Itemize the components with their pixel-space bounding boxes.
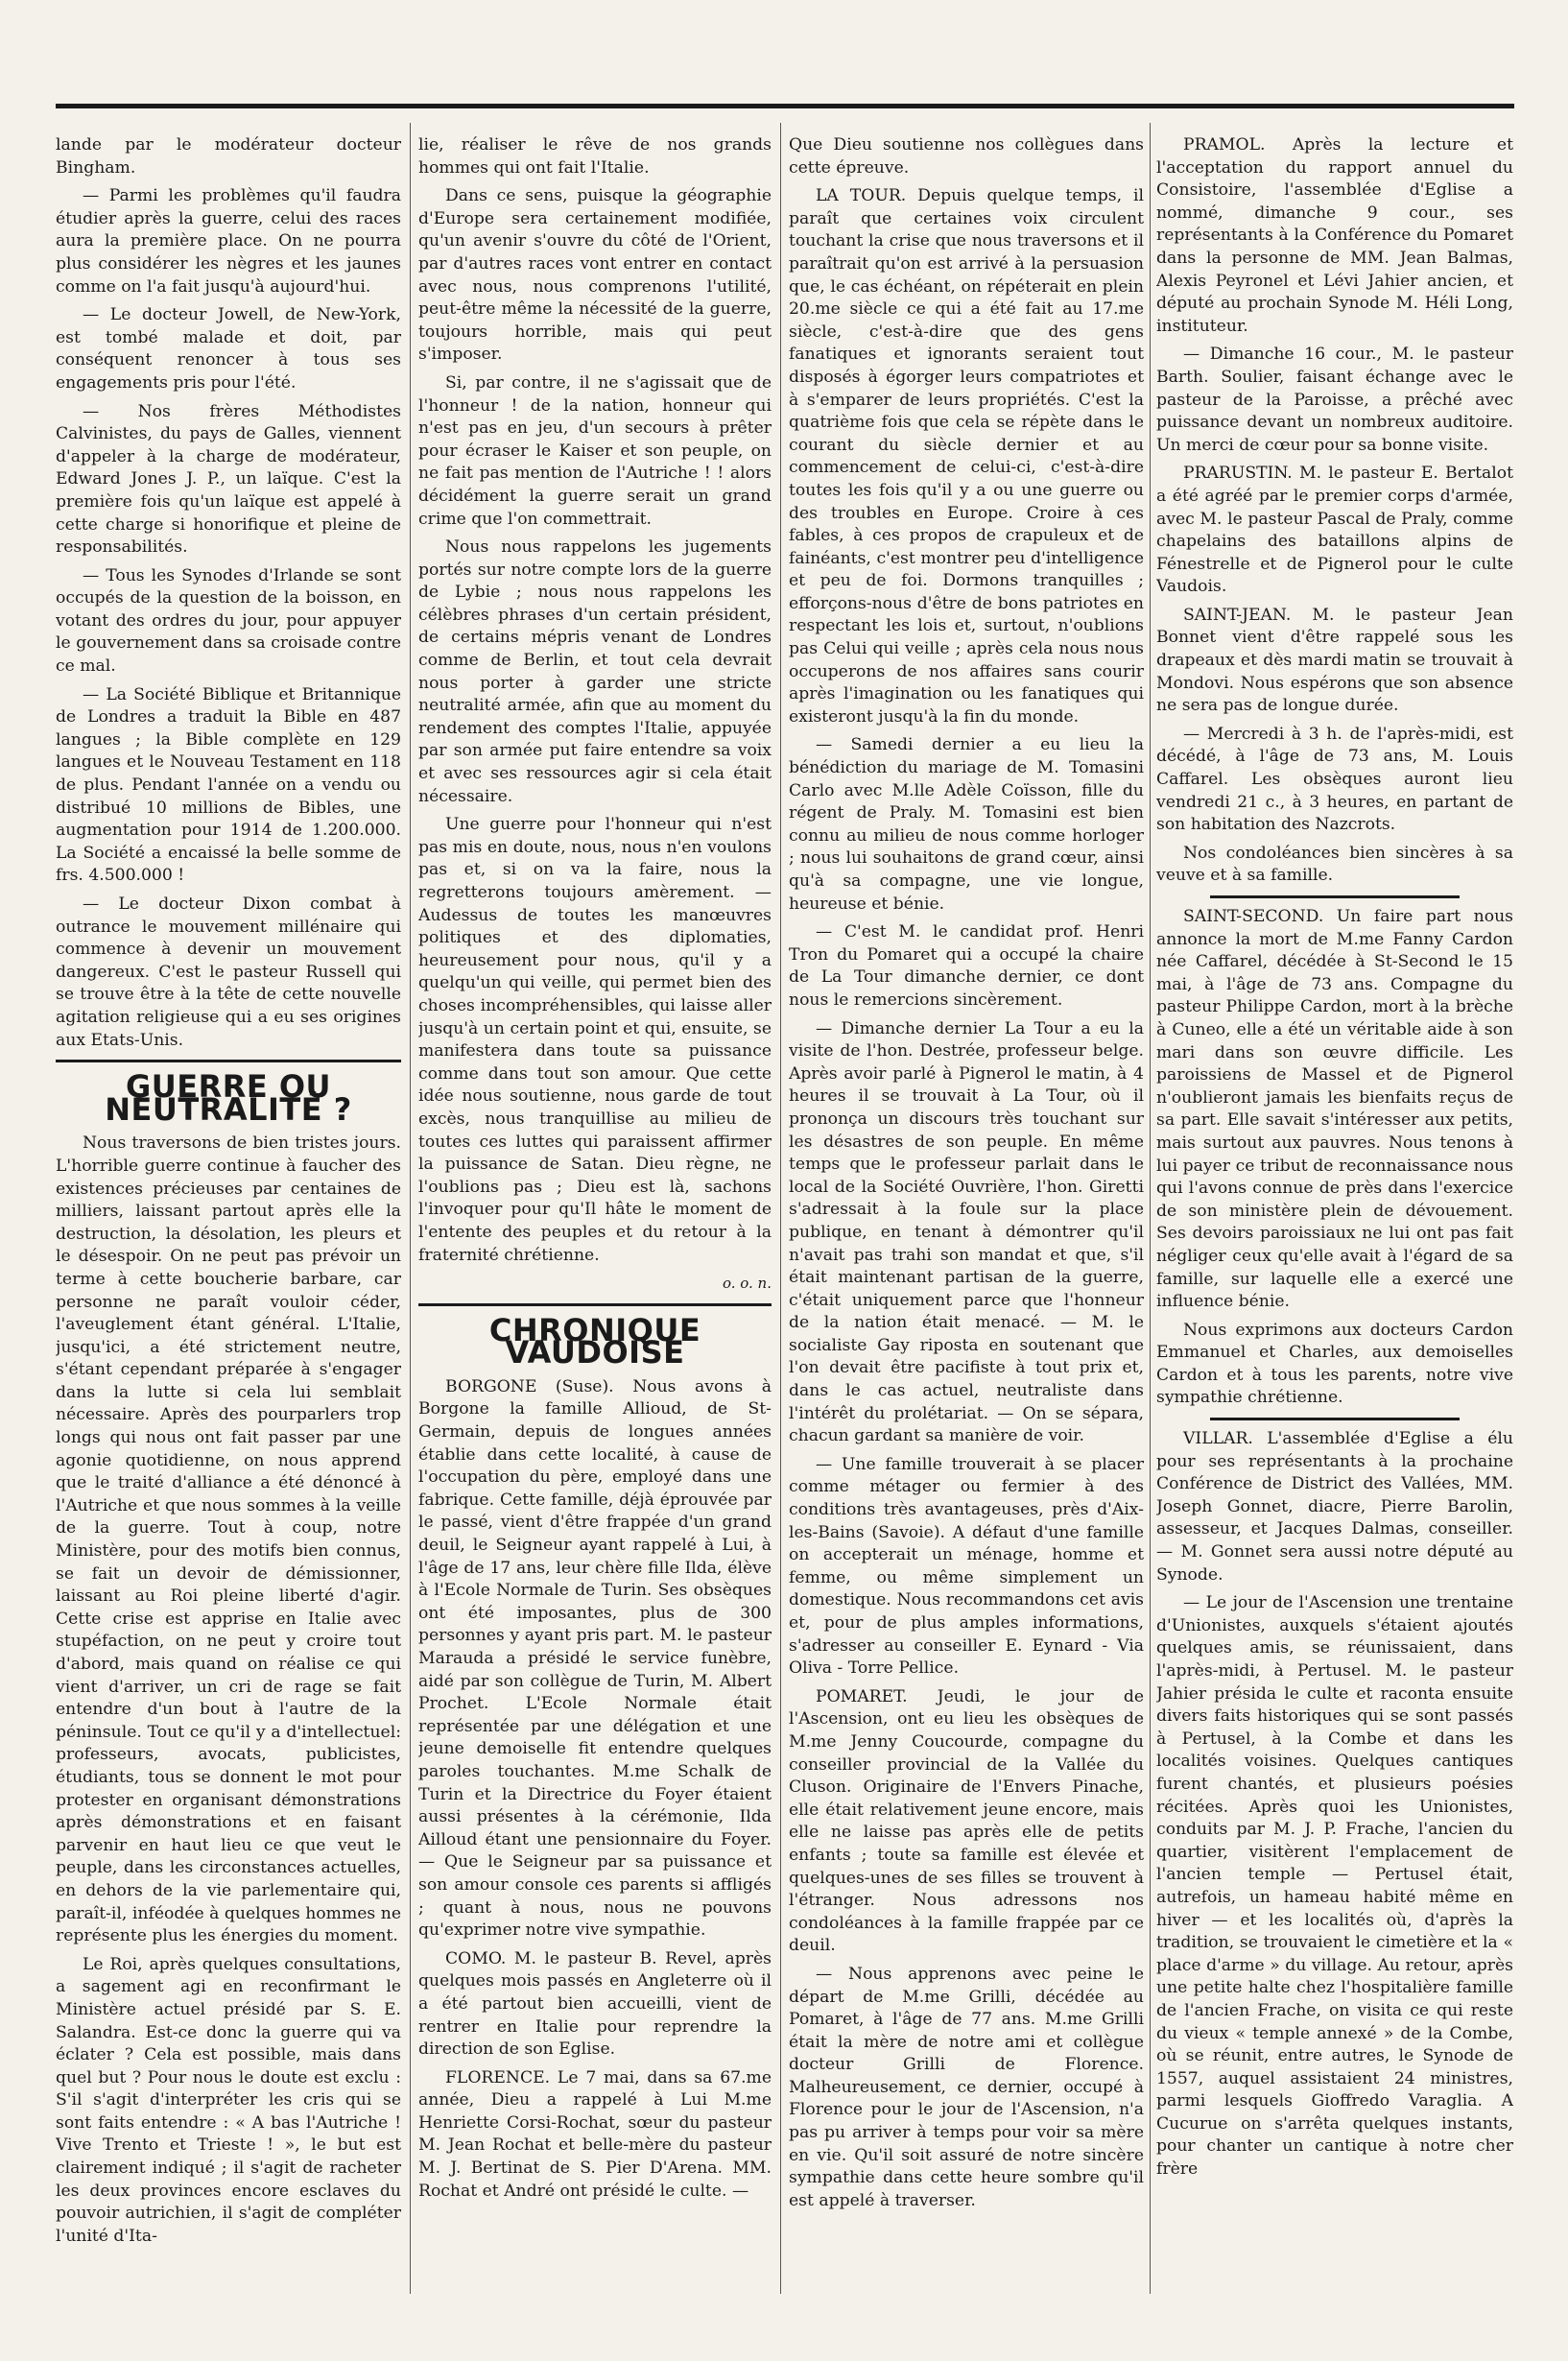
paragraph: Nous traversons de bien tristes jours. L'horrible guerre continue à faucher des existences précieuses par centaines de milliers, laissant partout après elle la destruction, la désolation, les pleurs et le désespoir. On ne peut pas prévoir un terme à cette boucherie barbare, car personne ne paraît vouloir céder, l'aveuglement étant général. L'Italie, jusqu'ici, a été strictement neutre, s'étant cependant préparée à s'engager dans la lutte si cela lui semblait nécessaire. Après des pourparlers trop longs qui nous ont fait passer par une agonie quotidienne, on nous apprend que le traité d'alliance a été dénoncé à l'Autriche et que nous sommes à la veille de la guerre. Tout à coup, notre Ministère, pour des motifs bien connus, se fait un devoir de démissionner, laissant au Roi pleine liberté d'agir. Cette crise est apprise en Italie avec stupéfaction, on ne peut y croire tout d'abord, mais quand on réalise ce qui vient d'arriver, un cri de rage se fait entendre d'un bout à l'autre de la péninsule. Tout ce qu'il y a d'intellectuel: professeurs, avocats, publicistes, étudiants, tous se donnent le mot pour protester en organisant démonstrations après démonstrations et en faisant parvenir en haut lieu ce que veut le peuple, dans les circonstances actuelles, en dehors de la vie parlementaire qui, paraît-il, inféodée à quelques hommes ne représente plus les énergies du moment. [56, 1133, 401, 1946]
paragraph: — Nous apprenons avec peine le départ de M.me Grilli, décédée au Pomaret, à l'âge de 77 ans. M.me Grilli était la mère de notre ami et collègue docteur Grilli de Florence. Malheureusement, ce dernier, occupé à Florence pour le jour de l'Ascension, n'a pas pu arriver à temps pour voir sa mère en vie. Qu'il soit assuré de notre sincère sympathie dans cette heure sombre qu'il est appelé à traverser. [789, 1964, 1144, 2210]
paragraph: COMO. M. le pasteur B. Revel, après quelques mois passés en Angleterre où il a été partout bien accueilli, vient de rentrer en Italie pour reprendre la direction de son Eglise. [418, 1948, 772, 2060]
paragraph: Dans ce sens, puisque la géographie d'Europe sera certainement modifiée, qu'un avenir s'ouvre du côté de l'Orient, par d'autres races vont entrer en contact avec nous, nous comprenons l'utilité, peut-être même la nécessité de la guerre, toujours horrible, mais qui peut s'imposer. [418, 186, 772, 365]
column-1 [56, 134, 401, 2303]
section-rule [56, 1060, 401, 1062]
item-separator [1210, 1418, 1460, 1420]
paragraph: Nous nous rappelons les jugements portés sur notre compte lors de la guerre de Lybie ; nous nous rappelons les célèbres phrases d'un certain président, de certains mépris venant de Londres comme de Berlin, et tout cela devrait nous porter à garder une stricte neutralité armée, afin que au moment du rendement des comptes l'Italie, appuyée par son armée put faire entendre sa voix et avec ses ressources agir si cela était nécessaire. [418, 537, 772, 806]
paragraph: Nous exprimons aux docteurs Cardon Emmanuel et Charles, aux demoiselles Cardon et à tous les parents, notre vive sympathie chrétienne. [1156, 1320, 1513, 1408]
column-3 [789, 134, 1144, 2303]
column-divider [1150, 123, 1151, 2294]
paragraph: POMARET. Jeudi, le jour de l'Ascension, ont eu lieu les obsèques de M.me Jenny Coucourde, compagne du conseiller provincial de la Vallée du Cluson. Originaire de l'Envers Pinache, elle était relativement jeune encore, mais elle ne laisse pas après elle de petits enfants ; toute sa famille est élevée et quelques-unes de ses filles se trouvent à l'étranger. Nous adressons nos condoléances à la famille frappée par ce deuil. [789, 1686, 1144, 1956]
paragraph: — Une famille trouverait à se placer comme métager ou fermier à des conditions très avantageuses, près d'Aix-les-Bains (Savoie). A défaut d'une famille on accepterait un ménage, homme et femme, ou même simplement un domestique. Nous recommandons cet avis et, pour de plus amples informations, s'adresser au conseiller E. Eynard - Via Oliva - Torre Pellice. [789, 1454, 1144, 1679]
section-heading-chronique: CHRONIQUE VAUDOISE [488, 1311, 701, 1371]
paragraph: BORGONE (Suse). Nous avons à Borgone la famille Allioud, de St-Germain, depuis de longues années établie dans cette localité, à cause de l'occupation du père, employé dans une fabrique. Cette famille, déjà éprouvée par le passé, vient d'être frappée d'un grand deuil, le Seigneur ayant rappelé à Lui, à l'âge de 17 ans, leur chère fille Ilda, élève à l'Ecole Normale de Turin. Ses obsèques ont été imposantes, plus de 300 personnes y ayant pris part. M. le pasteur Marauda a présidé le service funèbre, aidé par son collègue de Turin, M. Albert Prochet. L'Ecole Normale était représentée par une délégation et une jeune demoiselle fit entendre quelques paroles touchantes. M.me Schalk de Turin et la Directrice du Foyer étaient aussi présentes à la cérémonie, Ilda Ailloud étant une pensionnaire du Foyer. — Que le Seigneur par sa puissance et son amour console ces parents si affligés ; quant à nous, nous ne pouvons qu'exprimer notre vive sympathie. [418, 1376, 772, 1941]
paragraph: PRARUSTIN. M. le pasteur E. Bertalot a été agréé par le premier corps d'armée, avec M. le pasteur Pascal de Praly, comme chapelains des bataillons alpins de Fénestrelle et de Pignerol pour le culte Vaudois. [1156, 464, 1513, 597]
column-divider [780, 123, 781, 2294]
item-separator [1210, 895, 1460, 898]
paragraph: Une guerre pour l'honneur qui n'est pas mis en doute, nous, nous n'en voulons pas et, si on va la faire, nous la regretterons toujours amèrement. — Audessus de toutes les manœuvres politiques et des diplomaties, heureusement pour nous, qu'il y a quelqu'un qui veille, qui permet bien des choses incompréhensibles, qui laisse aller jusqu'à un certain point et qui, ensuite, se manifestera dans toute sa puissance comme dans tout son amour. Que cette idée nous soutienne, nous garde de tout excès, nous tranquillise au milieu de toutes ces luttes qui paraissent affirmer la puissance de Satan. Dieu règne, ne l'oublions pas ; Dieu est là, sachons l'invoquer pour qu'Il hâte le moment de l'entente des peuples et du retour à la fraternité chrétienne. [418, 815, 772, 1265]
paragraph: Que Dieu soutienne nos collègues dans cette épreuve. [789, 135, 1144, 178]
paragraph: lie, réaliser le rêve de nos grands hommes qui ont fait l'Italie. [418, 135, 772, 178]
paragraph: — Le docteur Dixon combat à outrance le mouvement millénaire qui commence à devenir un mouvement dangereux. C'est le pasteur Russell qui se trouve être à la tête de cette nouvelle agitation religieuse qui a eu ses origines aux Etats-Unis. [56, 894, 401, 1050]
paragraph: Nos condoléances bien sincères à sa veuve et à sa famille. [1156, 843, 1513, 886]
paragraph: — C'est M. le candidat prof. Henri Tron du Pomaret qui a occupé la chaire de La Tour dimanche dernier, ce dont nous le remercions sincèrement. [789, 922, 1144, 1010]
paragraph: — Tous les Synodes d'Irlande se sont occupés de la question de la boisson, en votant des ordres du jour, pour appuyer le gouvernement dans sa croisade contre ce mal. [56, 565, 401, 677]
paragraph: FLORENCE. Le 7 mai, dans sa 67.me année, Dieu a rappelé à Lui M.me Henriette Corsi-Rochat, sœur du pasteur M. Jean Rochat et belle-mère du pasteur M. J. Bertinat de S. Pier D'Arena. MM. Rochat et André ont présidé le culte. — [418, 2067, 772, 2201]
section-rule [418, 1303, 772, 1306]
paragraph: lande par le modérateur docteur Bingham. [56, 135, 401, 178]
paragraph: — Le jour de l'Ascension une trentaine d'Unionistes, auxquels s'étaient ajoutés quelques amis, se réunissaient, dans l'après-midi, à Pertusel. M. le pasteur Jahier présida le culte et raconta ensuite divers faits historiques qui se sont passés à Pertusel, à la Combe et dans les localités voisines. Quelques cantiques furent chantés, et plusieurs poésies récitées. Après quoi les Unionistes, conduits par M. J. P. Frache, l'ancien du quartier, visitèrent l'emplacement de l'ancien temple — Pertusel était, autrefois, un hameau habité même en hiver — et les localités où, d'après la tradition, se trouvaient le cimetière et la « place d'arme » du village. Au retour, après une petite halte chez l'hospitalière famille de l'ancien Frache, on visita ce qui reste du vieux « temple annexé » de la Combe, où se réunit, entre autres, le Synode de 1557, auquel assistaient 24 ministres, parmi lesquels Gioffredo Varaglia. A Cucurue on s'arrêta quelques instants, pour chanter un cantique à notre cher frère [1156, 1593, 1513, 2180]
paragraph: Le Roi, après quelques consultations, a sagement agi en reconfirmant le Ministère actuel présidé par S. E. Salandra. Est-ce donc la guerre qui va éclater ? Cela est possible, mais dans quel but ? Pour nous le doute est exclu : S'il s'agit d'interpréter les cris qui se sont faits entendre : « A bas l'Autriche ! Vive Trento et Trieste ! », le but est clairement indiqué ; il s'agit de racheter les deux provinces encore esclaves du pouvoir autrichien, il s'agit de compléter l'unité d'Ita- [56, 1954, 401, 2246]
paragraph: — Le docteur Jowell, de New-York, est tombé malade et doit, par conséquent renoncer à tous ses engagements pris pour l'été. [56, 305, 401, 393]
paragraph: SAINT-JEAN. M. le pasteur Jean Bonnet vient d'être rappelé sous les drapeaux et dès mardi matin se trouvait à Mondovi. Nous espérons que son absence ne sera pas de longue durée. [1156, 605, 1513, 716]
paragraph: — La Société Biblique et Britannique de Londres a traduit la Bible en 487 langues ; la Bible complète en 129 langues et le Nouveau Testament en 118 de plus. Pendant l'année on a vendu ou distribué 10 millions de Bibles, une augmentation pour 1914 de 1.200.000. La Société a encaissé la belle somme de frs. 4.500.000 ! [56, 684, 401, 886]
paragraph: VILLAR. L'assemblée d'Eglise a élu pour ses représentants à la prochaine Conférence de District des Vallées, MM. Joseph Gonnet, diacre, Pierre Barolin, assesseur, et Jacques Dalmas, conseiller. — M. Gonnet sera aussi notre député au Synode. [1156, 1429, 1513, 1585]
section-heading-guerre: GUERRE OU NEUTRALITÉ ? [105, 1068, 352, 1128]
paragraph: — Mercredi à 3 h. de l'après-midi, est décédé, à l'âge de 73 ans, M. Louis Caffarel. Les obsèques auront lieu vendredi 21 c., à 3 heures, en partant de son habitation des Nazcrots. [1156, 724, 1513, 835]
article-signature: o. o. n. [722, 1275, 772, 1293]
paragraph: — Dimanche 16 cour., M. le pasteur Barth. Soulier, faisant échange avec le pasteur de la Paroisse, a prêché avec puissance devant un nombreux auditoire. Un merci de cœur pour sa bonne visite. [1156, 345, 1513, 455]
paragraph: — Dimanche dernier La Tour a eu la visite de l'hon. Destrée, professeur belge. Après avoir parlé à Pignerol le matin, à 4 heures il se trouvait à La Tour, où il prononça un discours très touchant sur les désastres de son peuple. En même temps que le professeur parlait dans le local de la Société Ouvrière, l'hon. Giretti s'adressait à la foule sur la place publique, en tenant à démontrer qu'il n'avait pas trahi son mandat et que, s'il était maintenant partisan de la guerre, c'était uniquement parce que l'honneur de la nation était menacé. — M. le socialiste Gay riposta en soutenant que l'on devait être pacifiste à tout prix et, dans le cas actuel, neutraliste dans l'intérêt du prolétariat. — On se sépara, chacun gardant sa manière de voir. [789, 1018, 1144, 1446]
column-2 [418, 134, 772, 2303]
header-rule [56, 104, 1514, 108]
paragraph: PRAMOL. Après la lecture et l'acceptation du rapport annuel du Consistoire, l'assemblée d'Eglise a nommé, dimanche 9 cour., ses représentants à la Conférence du Pomaret dans la personne de MM. Jean Balmas, Alexis Peyronel et Lévi Jahier ancien, et député au prochain Synode M. Héli Long, instituteur. [1156, 135, 1513, 336]
paragraph: SAINT-SECOND. Un faire part nous annonce la mort de M.me Fanny Cardon née Caffarel, décédée à St-Second le 15 mai, à l'âge de 73 ans. Compagne du pasteur Philippe Cardon, mort à la brèche à Cuneo, elle a été un véritable aide à son mari dans son œuvre difficile. Les paroissiens de Massel et de Pignerol n'oublieront jamais les bienfaits reçus de sa part. Elle savait s'intéresser aux petits, mais surtout aux pauvres. Nous tenons à lui payer ce tribut de reconnaissance nous qui l'avons connue de près dans l'exercice de son ministère plein de dévouement. Ses devoirs paroissiaux ne lui ont pas fait négliger ceux qu'elle avait à l'égard de sa famille, sur laquelle elle a exercé une influence bénie. [1156, 907, 1513, 1312]
column-4 [1156, 134, 1513, 2303]
column-divider [410, 123, 411, 2294]
paragraph: Si, par contre, il ne s'agissait que de l'honneur ! de la nation, honneur qui n'est pas en jeu, d'un secours à prêter pour écraser le Kaiser et son peuple, on ne fait pas mention de l'Autriche ! ! alors décidément la guerre serait un grand crime que l'on commettrait. [418, 372, 772, 529]
paragraph: LA TOUR. Depuis quelque temps, il paraît que certaines voix circulent touchant la crise que nous traversons et il paraîtrait qu'on est arrivé à la persuasion que, le cas échéant, on répéterait en plein 20.me siècle ce qui a été fait au 17.me siècle, c'est-à-dire que des gens fanatiques et ignorants seraient tout disposés à égorger leurs compatriotes et à s'emparer de leurs propriétés. C'est la quatrième fois que cela se répète dans le courant du siècle dernier et au commencement de celui-ci, c'est-à-dire toutes les fois qu'il y a ou une guerre ou des troubles en Europe. Croire à ces fables, à ces propos de crapuleux et de fainéants, c'est montrer peu d'intelligence et peu de foi. Dormons tranquilles ; efforçons-nous d'être de bons patriotes en respectant les lois et, surtout, n'oublions pas Celui qui veille ; après cela nous nous occuperons de nos affaires sans courir après l'imagination ou les fanatiques qui existeront jusqu'à la fin du monde. [789, 186, 1144, 727]
paragraph: — Parmi les problèmes qu'il faudra étudier après la guerre, celui des races aura la première place. On ne pourra plus considérer les nègres et les jaunes comme on l'a fait jusqu'à aujourd'hui. [56, 186, 401, 297]
paragraph: — Nos frères Méthodistes Calvinistes, du pays de Galles, viennent d'appeler à la charge de modérateur, Edward Jones J. P., un laïque. C'est la première fois qu'un laïque est appelé à cette charge si honorifique et pleine de responsabilités. [56, 401, 401, 558]
paragraph: — Samedi dernier a eu lieu la bénédiction du mariage de M. Tomasini Carlo avec M.lle Adèle Coïsson, fille du régent de Praly. M. Tomasini est bien connu au milieu de nous comme horloger ; nous lui souhaitons de grand cœur, ainsi qu'à sa compagne, une vie longue, heureuse et bénie. [789, 735, 1144, 914]
